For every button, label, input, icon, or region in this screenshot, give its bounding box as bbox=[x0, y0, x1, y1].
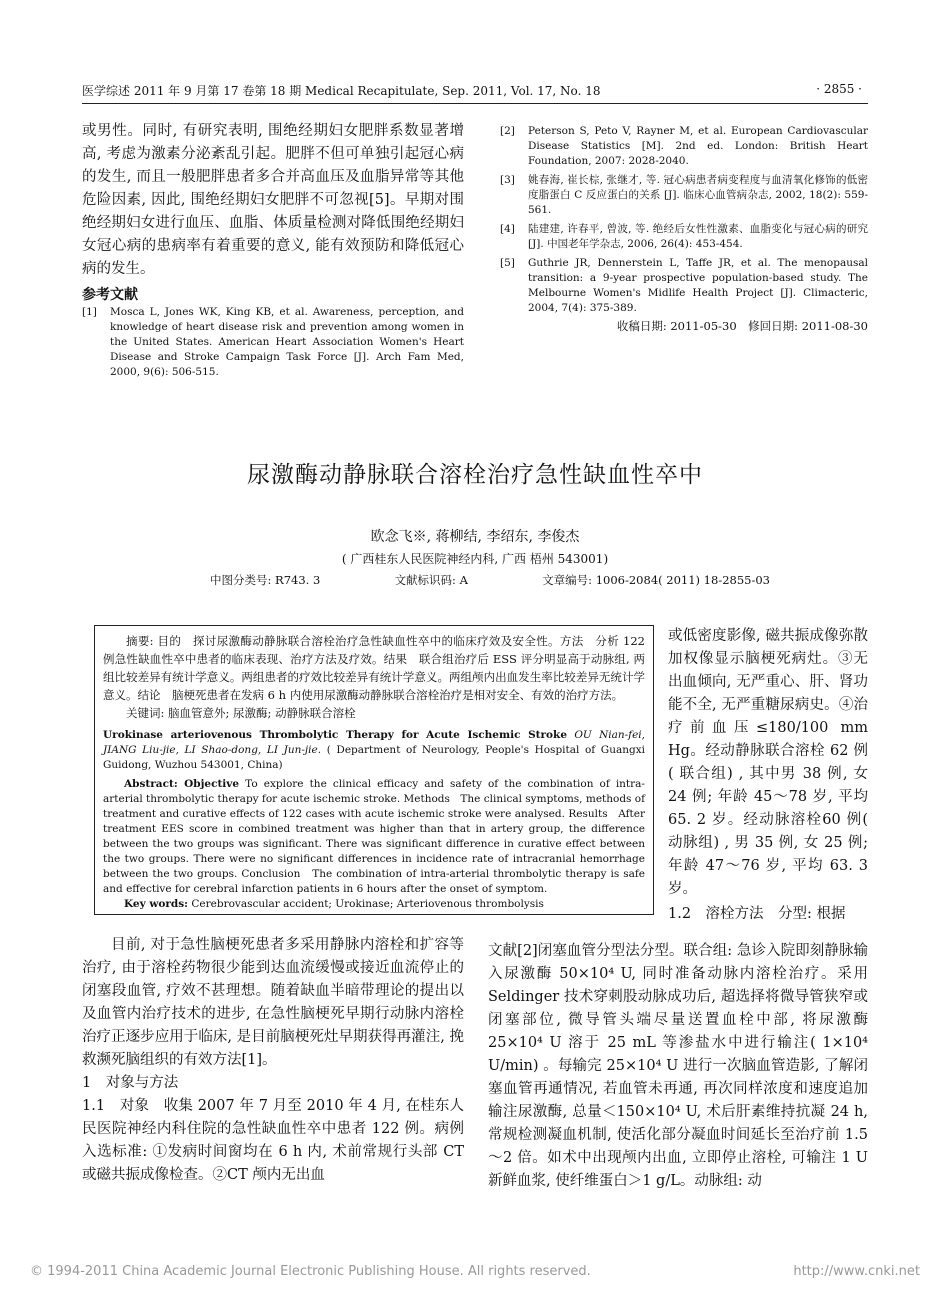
body-right-upper bbox=[668, 625, 868, 926]
reference-item bbox=[82, 305, 464, 378]
prev-article-left-column bbox=[82, 120, 464, 378]
section-1-2-paragraph: 文献[2]闭塞血管分型法分型。联合组: 急诊入院即刻静脉输入尿激酶 50×10⁴ U, 同时准备动脉内溶栓治疗。采用 Seldinger 技术穿刺股动脉成功后, 超选择将微导管狭窄或闭塞部位, 微导管头端尽量送置血栓中部, 将尿激酶 25×10⁴ U 溶于 25 mL 等渗盐水中进行输注( 1×10⁴ U/min) 。每输完 25×10⁴ U 进行一次脑血管造影, 了解闭塞血管再通情况, 若血管未再通, 再次同样浓度和速度追加输注尿激酶, 总量＜150×10⁴ U, 术后肝素维持抗凝 24 h, 常规检测凝血机制, 使活化部分凝血时间延长至治疗前 1.5～2 倍。如术中出现颅内出血, 立即停止溶栓, 可输注 1 U 新鲜血浆, 使纤维蛋白＞1 g/L。动脉组: 动 bbox=[488, 943, 868, 1189]
english-title-line bbox=[103, 728, 645, 773]
prev-article-right-column bbox=[500, 124, 868, 334]
english-keywords: Cerebrovascular accident; Urokinase; Arteriovenous thrombolysis bbox=[191, 898, 544, 910]
footer-url[interactable]: http://www.cnki.net bbox=[793, 1264, 920, 1279]
copyright-notice: © 1994-2011 China Academic Journal Electronic Publishing House. All rights reserved. bbox=[30, 1264, 591, 1279]
english-abstract-label: Abstract: Objective bbox=[124, 778, 240, 790]
english-title: Urokinase arteriovenous Thrombolytic Therapy for Acute Ischemic Stroke bbox=[103, 729, 568, 741]
document-code: 文献标识码: A bbox=[394, 573, 468, 587]
article-authors: 欧念飞※, 蒋柳结, 李绍东, 李俊杰 bbox=[370, 529, 580, 545]
english-keywords-line bbox=[103, 897, 645, 912]
section-1-heading: 1 对象与方法 bbox=[82, 1075, 179, 1091]
reference-text: Mosca L, Jones WK, King KB, et al. Awareness, perception, and knowledge of heart disease risk and prevention among women in the United States. American Heart Association Women's Heart Disease and Stroke Campaign Task Force [J]. Arch Fam Med, 2000, 9(6): 506-515. bbox=[110, 306, 464, 378]
journal-header: 医学综述 2011 年 9 月第 17 卷第 18 期 Medical Recapitulate, Sep. 2011, Vol. 17, No. 18 bbox=[82, 84, 601, 98]
abstract-chinese: 摘要: 目的 探讨尿激酶动静脉联合溶栓治疗急性缺血性卒中的临床疗效及安全性。方法 分析 122 例急性缺血性卒中患者的临床表现、治疗方法及疗效。结果 联合组治疗后 ESS 评分明显高于动脉组, 两组比较差异有统计学意义。两组患者的疗效比较差异有统计学意义。两组颅内出血发生率比较差异无统计学意义。结论 脑梗死患者在发病 6 h 内使用尿激酶动静脉联合溶栓治疗是相对安全、有效的治疗方法。 bbox=[103, 634, 645, 702]
section-1-1-paragraph: 1.1 对象 收集 2007 年 7 月至 2010 年 4 月, 在桂东人民医院神经内科住院的急性缺血性卒中患者 122 例。病例入选标准: ①发病时间窗均在 6 h 内, 术前常规行头部 CT 或磁共振成像检查。②CT 颅内无出血 bbox=[82, 1098, 464, 1183]
english-abstract-line bbox=[103, 777, 645, 897]
english-abstract: To explore the clinical efficacy and safety of the combination of intra-arterial thrombolytic therapy for acute ischemic stroke. Methods The clinical symptoms, methods of treatment and curative effects of 122 cases with acute ischemic stroke were analysed. Results After treatment EES score in combined treatment was higher than that in artery group, the difference between the two groups was significant. There was significant difference in curative effect between the two groups. There were no significant differences in incidence rate of intracranial hemorrhage between the two groups. Conclusion The combination of intra-arterial thrombolytic therapy is safe and effective for cerebral infarction patients in 6 hours after the onset of symptom. bbox=[103, 778, 645, 895]
reference-item bbox=[500, 173, 868, 218]
keywords-chinese: 关键词: 脑血管意外; 尿激酶; 动静脉联合溶栓 bbox=[126, 706, 356, 720]
reference-number: [1] bbox=[82, 306, 97, 318]
abstract-box bbox=[94, 625, 654, 915]
body-right-lower bbox=[488, 940, 868, 1193]
reference-text: Peterson S, Peto V, Rayner M, et al. European Cardiovascular Disease Statistics [M]. 2nd ed. London: British Heart Foundation, 2007: 2028-2040. bbox=[528, 125, 868, 167]
reference-item bbox=[500, 222, 868, 252]
inclusion-criteria-continued: 或低密度影像, 磁共振成像弥散加权像显示脑梗死病灶。③无出血倾向, 无严重心、肝、肾功能不全, 无严重糖尿病史。④治疗前血压≤180/100 mm Hg。经动静脉联合溶栓 62 例( 联合组) , 其中男 38 例, 女 24 例; 年龄 45～78 岁, 平均 65. 2 岁。经动脉溶栓60 例( 动脉组) , 男 35 例, 女 25 例; 年龄 47～76 岁, 平均 63. 3 岁。 bbox=[668, 628, 868, 897]
reference-number: [3] bbox=[500, 174, 515, 186]
received-dates: 收稿日期: 2011-05-30 修回日期: 2011-08-30 bbox=[616, 319, 868, 333]
reference-number: [4] bbox=[500, 223, 515, 235]
reference-text: 陆建建, 许春平, 曾波, 等. 绝经后女性性激素、血脂变化与冠心病的研究 [J]. 中国老年学杂志, 2006, 26(4): 453-454. bbox=[528, 223, 868, 250]
article-title: 尿激酶动静脉联合溶栓治疗急性缺血性卒中 bbox=[247, 462, 703, 488]
page-number: · 2855 · bbox=[816, 82, 862, 96]
article-affiliation: ( 广西桂东人民医院神经内科, 广西 梧州 543001) bbox=[341, 552, 609, 566]
prev-body-text: 或男性。同时, 有研究表明, 围绝经期妇女肥胖系数显著增高, 考虑为激素分泌紊乱引起。肥胖不但可单独引起冠心病的发生, 而且一般肥胖患者多合并高血压及血脂异常等其他危险因素, 因此, 围绝经期妇女肥胖不可忽视[5]。早期对围绝经期妇女进行血压、血脂、体质量检测对降低围绝经期妇女冠心病的患病率有着重要的意义, 能有效预防和降低冠心病的发生。 bbox=[82, 123, 464, 277]
reference-text: Guthrie JR, Dennerstein L, Taffe JR, et al. The menopausal transition: a 9-year prospective population-based study. The Melbourne Women's Midlife Health Project [J]. Climacteric, 2004, 7(4): 375-389. bbox=[528, 257, 868, 314]
english-affiliation: ( Department of Neurology, People's Hospital of Guangxi Guidong, Wuzhou 543001, China) bbox=[103, 744, 645, 771]
reference-number: [5] bbox=[500, 257, 515, 269]
article-meta bbox=[210, 572, 770, 588]
reference-text: 姚春海, 崔长棕, 张继才, 等. 冠心病患者病变程度与血清氧化修饰的低密度脂蛋白 C 反应蛋白的关系 [J]. 临床心血管病杂志, 2002, 18(2): 559-561. bbox=[528, 174, 868, 216]
english-keywords-label: Key words: bbox=[124, 898, 189, 910]
reference-item bbox=[500, 124, 868, 169]
header-rule bbox=[82, 103, 868, 104]
body-left-column bbox=[82, 934, 464, 1187]
article-number: 文章编号: 1006-2084( 2011) 18-2855-03 bbox=[542, 573, 770, 587]
introduction-paragraph: 目前, 对于急性脑梗死患者多采用静脉内溶栓和扩容等治疗, 由于溶栓药物很少能到达血流缓慢或接近血流停止的闭塞段血管, 疗效不甚理想。随着缺血半暗带理论的提出以及血管内治疗技术的进步, 在急性脑梗死早期行动脉内溶栓治疗正逐步应用于临床, 是目前脑梗死灶早期获得再灌注, 挽救濒死脑组织的有效方法[1]。 bbox=[82, 937, 464, 1068]
section-1-2-heading: 1.2 溶栓方法 分型: 根据 bbox=[668, 906, 846, 922]
reference-item bbox=[500, 256, 868, 316]
clc-number: 中图分类号: R743. 3 bbox=[210, 573, 321, 587]
references-heading: 参考文献 bbox=[82, 287, 138, 303]
page-footer bbox=[30, 1264, 920, 1279]
english-authors: OU Nian-fei, JIANG Liu-jie, LI Shao-dong, LI Jun-jie. bbox=[103, 729, 645, 756]
reference-number: [2] bbox=[500, 125, 515, 137]
